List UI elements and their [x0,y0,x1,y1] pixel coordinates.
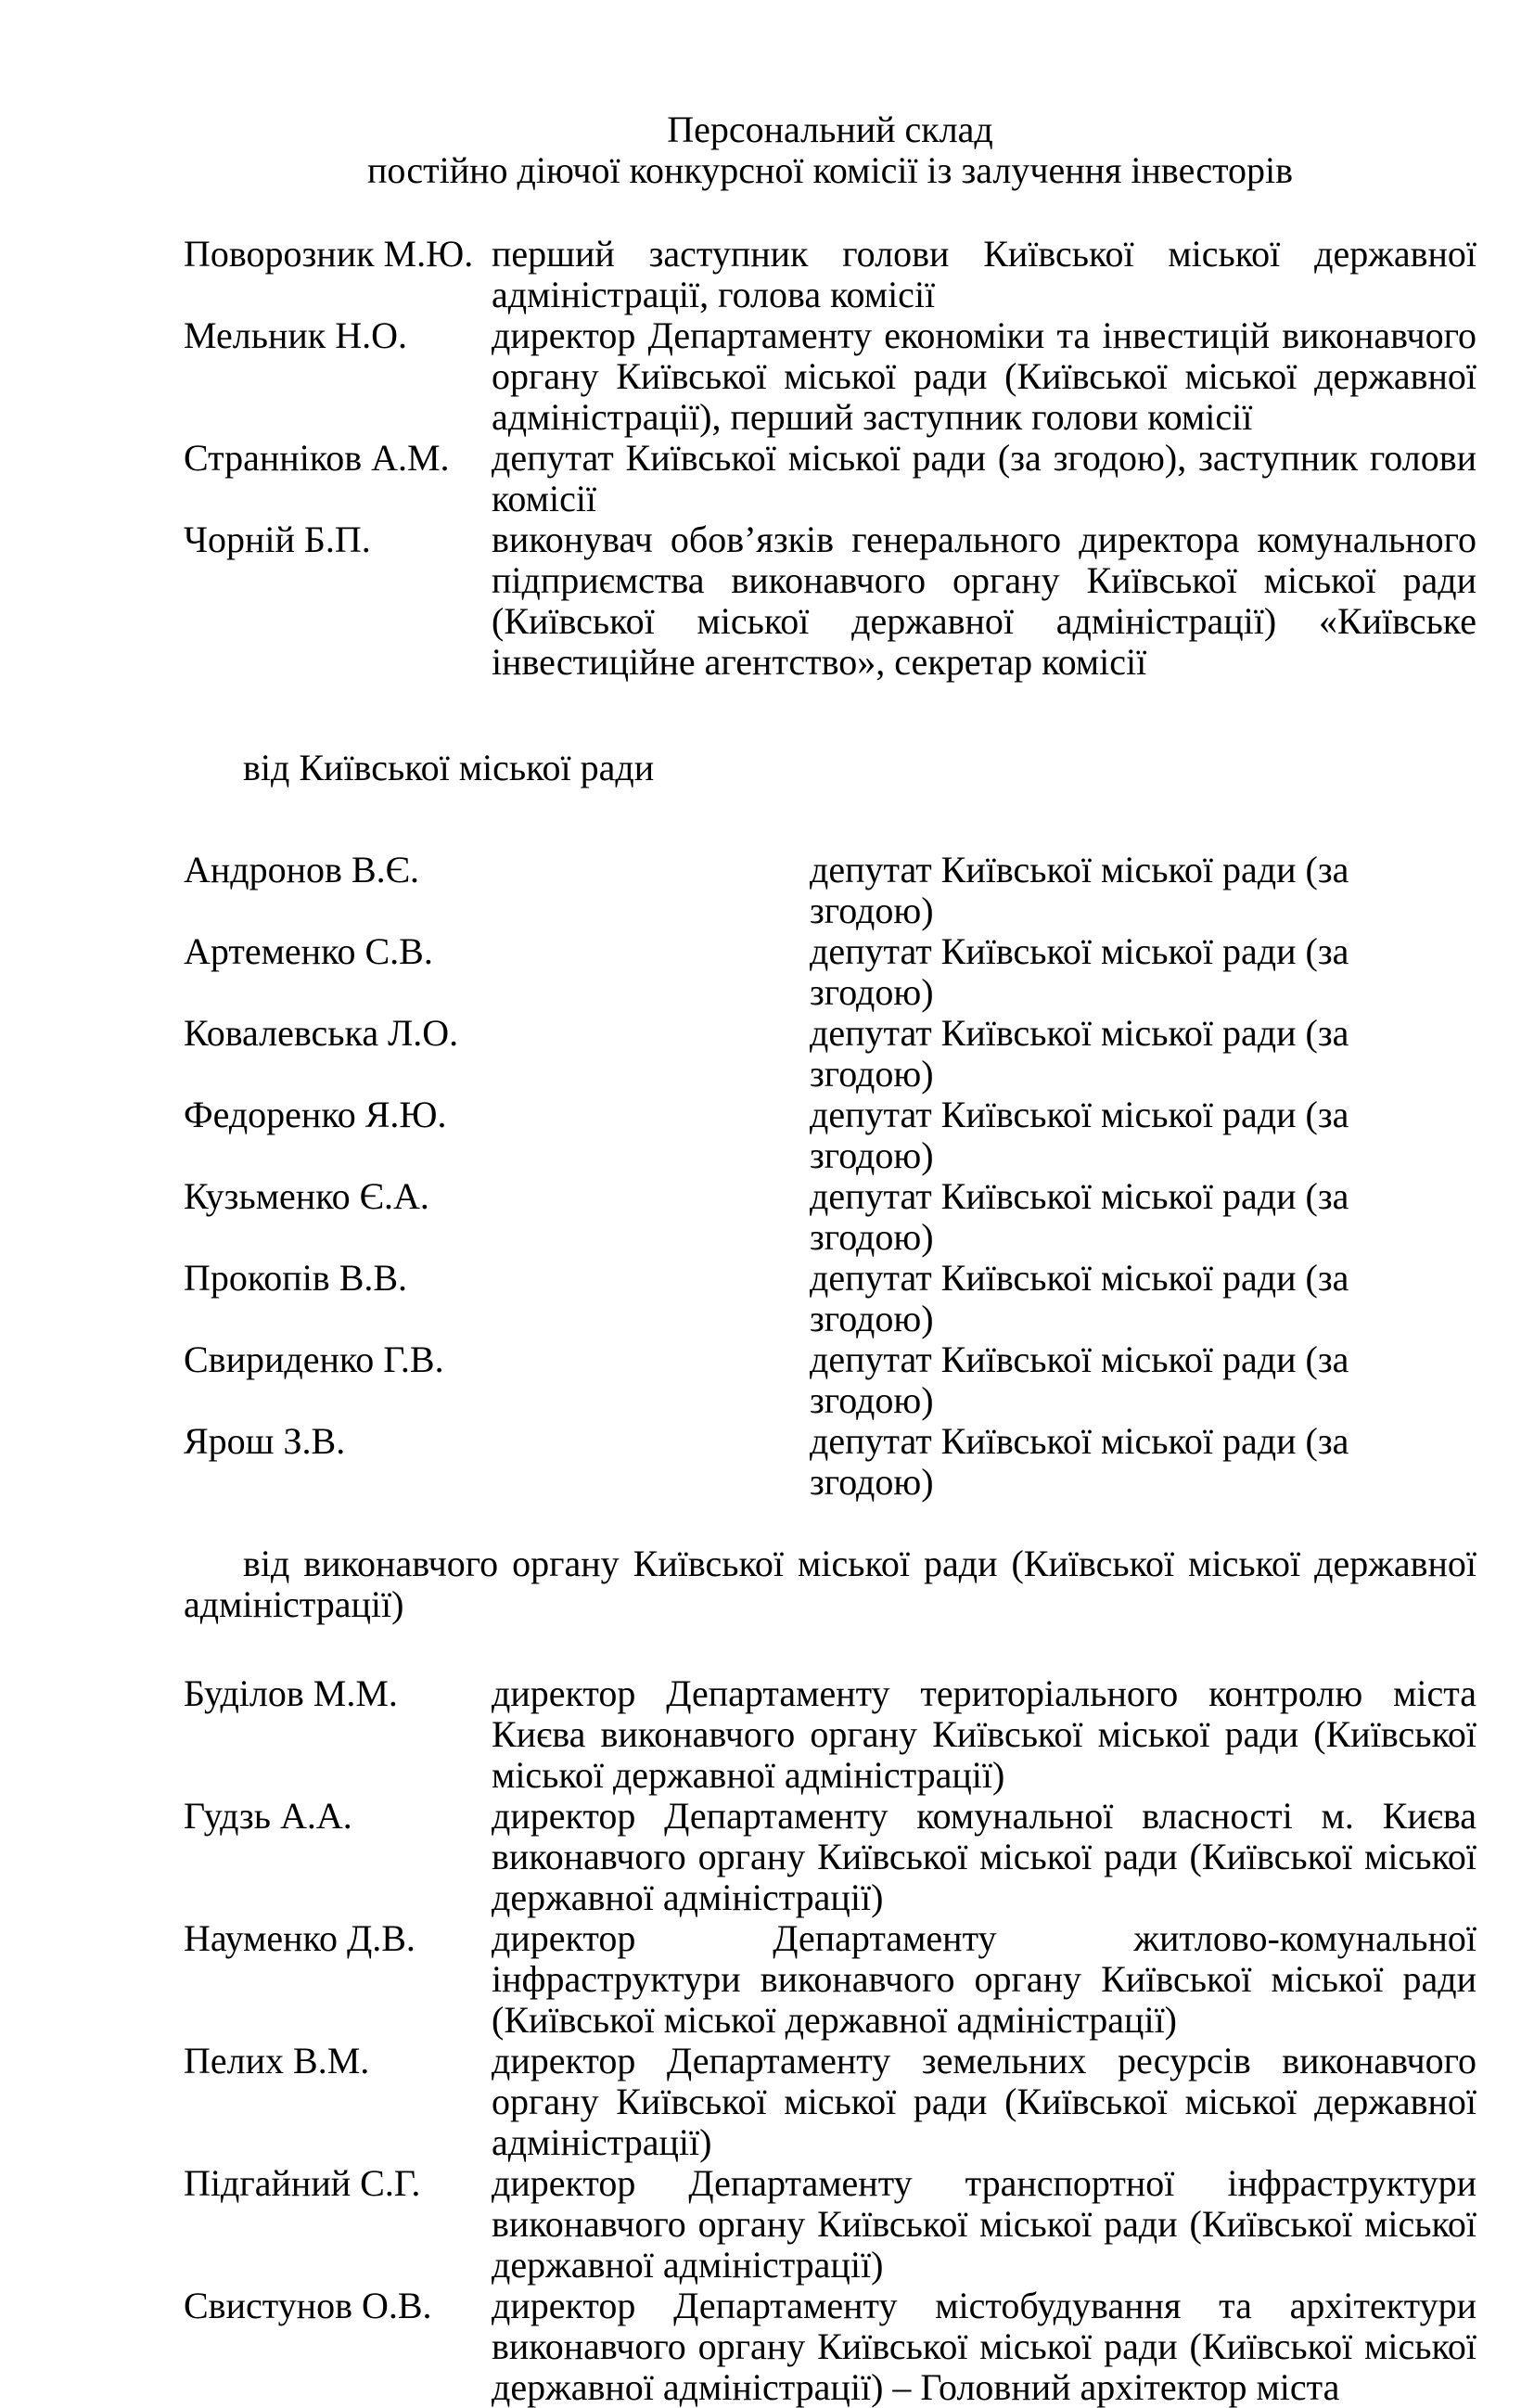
member-name: Свириденко Г.В. [184,1338,444,1380]
member-row [184,931,1476,1013]
member-role: депутат Київської міської ради (за згодою) [810,1175,1349,1258]
member-name: Странніков А.М. [184,437,450,479]
member-name: Мельник Н.О. [184,314,408,356]
member-row [184,315,1476,438]
member-role: депутат Київської міської ради (за згодою) [810,1420,1349,1503]
member-row [184,234,1476,315]
title-line-2: постійно діючої конкурсної комісії із залучення інвесторів [366,149,1294,191]
member-row [184,1095,1476,1176]
member-role: депутат Київської міської ради (за згодою) [810,1094,1349,1176]
member-role: депутат Київської міської ради (за згодою) [810,1338,1349,1421]
executive-members-list [184,1673,1476,2408]
member-role: виконувач обов’язків генерального директора комунального підприємства виконавчого органу Київської міської ради (Київської міської державної адміністрації) «Київське інвестиційне агентство», секретар комісії [492,519,1476,683]
member-role: директор Департаменту транспортної інфраструктури виконавчого органу Київської міської ради (Київської міської державної адміністрації) [492,2162,1476,2286]
member-row [184,519,1476,683]
member-name: Свистунов О.В. [184,2285,432,2326]
member-name: Науменко Д.В. [184,1917,415,1959]
member-row [184,1918,1476,2041]
member-role: депутат Київської міської ради (за згодою), заступник голови комісії [492,437,1476,519]
member-row [184,2041,1476,2163]
executive-section-heading: від виконавчого органу Київської міської ради (Київської міської державної адміністрації) [184,1543,1476,1625]
member-row [184,1258,1476,1339]
council-section-heading: від Київської міської ради [243,747,655,788]
member-name: Кузьменко Є.А. [184,1175,429,1217]
member-row [184,1421,1476,1503]
member-role: директор Департаменту економіки та інвестицій виконавчого органу Київської міської ради (Київської міської державної адміністрації), перший заступник голови комісії [492,314,1476,438]
member-name: Пелих В.М. [184,2040,370,2081]
member-name: Підгайний С.Г. [184,2162,421,2204]
member-name: Артеменко С.В. [184,930,433,972]
member-name: Чорній Б.П. [184,519,371,560]
member-row [184,2286,1476,2408]
member-row [184,1339,1476,1421]
council-members-list [184,850,1476,1503]
member-role: депутат Київської міської ради (за згодою) [810,849,1349,931]
member-role: директор Департаменту територіального контролю міста Києва виконавчого органу Київської міської ради (Київської міської державної адміністрації) [492,1672,1476,1796]
member-row [184,2163,1476,2286]
member-name: Прокопів В.В. [184,1257,408,1299]
member-row [184,438,1476,519]
member-row [184,850,1476,931]
member-role: депутат Київської міської ради (за згодою) [810,1012,1349,1095]
member-name: Поворозник М.Ю. [184,233,474,275]
member-role: директор Департаменту містобудування та архітектури виконавчого органу Київської міської ради (Київської міської державної адміністрації) – Головний архітектор міста [492,2285,1476,2408]
member-role: директор Департаменту земельних ресурсів виконавчого органу Київської міської ради (Київської міської державної адміністрації) [492,2040,1476,2163]
member-name: Ярош З.В. [184,1420,346,1462]
member-role: директор Департаменту житлово-комунальної інфраструктури виконавчого органу Київської міської ради (Київської міської державної адміністрації) [492,1917,1476,2041]
member-role: директор Департаменту комунальної власності м. Києва виконавчого органу Київської міської ради (Київської міської державної адміністрації) [492,1795,1476,1918]
member-name: Буділов М.М. [184,1672,398,1714]
member-role: перший заступник голови Київської міської державної адміністрації, голова комісії [492,233,1476,315]
member-role: депутат Київської міської ради (за згодою) [810,930,1349,1013]
member-name: Ковалевська Л.О. [184,1012,459,1054]
member-role: депутат Київської міської ради (за згодою) [810,1257,1349,1339]
member-name: Гудзь А.А. [184,1795,352,1837]
member-row [184,1673,1476,1796]
member-row [184,1796,1476,1918]
member-name: Федоренко Я.Ю. [184,1094,447,1135]
document-title [184,109,1476,191]
member-name: Андронов В.Є. [184,849,420,890]
member-row [184,1013,1476,1095]
leadership-members-list [184,234,1476,683]
title-line-1: Персональний склад [667,109,993,150]
member-row [184,1176,1476,1258]
